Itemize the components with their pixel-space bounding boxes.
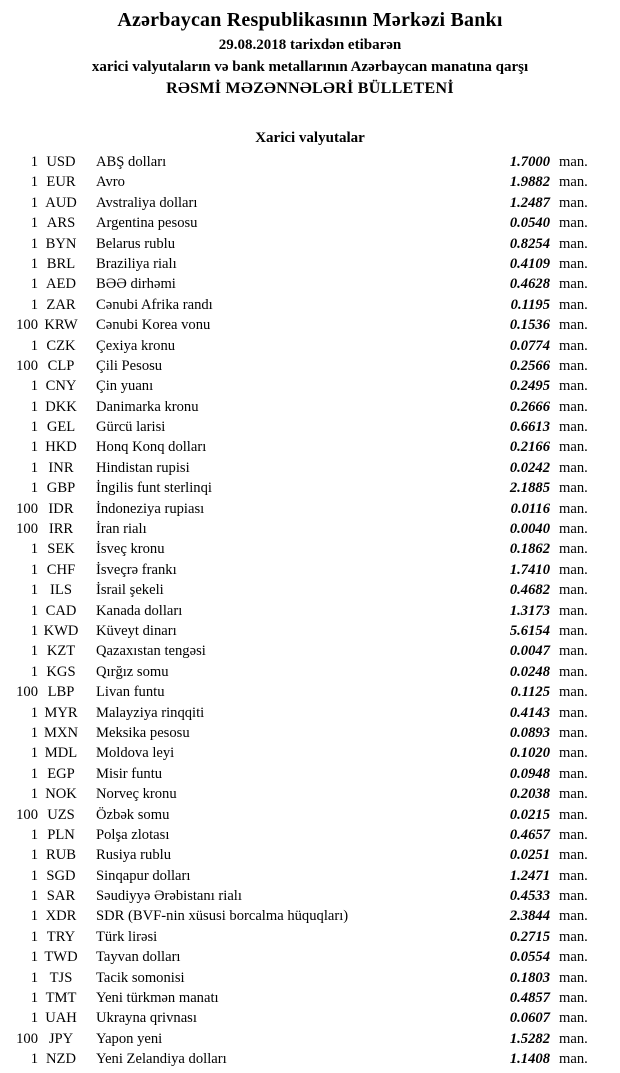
currency-code-cell: MXN <box>43 724 79 741</box>
currency-code-cell: EGP <box>47 765 75 782</box>
rate-row <box>0 601 620 621</box>
rate-row <box>0 417 620 437</box>
unit-cell: man. <box>559 276 588 293</box>
currency-code-cell: EUR <box>46 174 76 191</box>
currency-name-cell: SDR (BVF-nin xüsusi borcalma hüquqları) <box>96 908 349 925</box>
currency-name-cell: Avro <box>96 174 125 191</box>
rate-row <box>0 703 620 723</box>
unit-cell: man. <box>559 786 588 803</box>
unit-cell: man. <box>559 296 588 313</box>
currency-code-cell: TJS <box>49 969 73 986</box>
unit-cell: man. <box>559 888 588 905</box>
currency-code-cell: UZS <box>47 806 75 823</box>
currency-name-cell: Cənubi Afrika randı <box>96 296 213 313</box>
rate-value-cell: 0.4143 <box>509 704 550 721</box>
currency-code-cell: CHF <box>46 561 76 578</box>
quantity-cell: 1 <box>30 378 38 395</box>
rate-value-cell: 2.3844 <box>509 908 550 925</box>
currency-name-cell: Özbək somu <box>96 806 170 823</box>
currency-name-cell: Yeni türkmən manatı <box>96 990 219 1007</box>
currency-name-cell: Rusiya rublu <box>96 847 171 864</box>
rate-value-cell: 0.0248 <box>509 663 550 680</box>
unit-cell: man. <box>559 500 588 517</box>
rate-row <box>0 234 620 254</box>
unit-cell: man. <box>559 541 588 558</box>
quantity-cell: 100 <box>16 806 38 823</box>
unit-cell: man. <box>559 521 588 538</box>
rate-row <box>0 886 620 906</box>
rate-row <box>0 662 620 682</box>
rate-value-cell: 0.2038 <box>509 786 550 803</box>
quantity-cell: 100 <box>16 521 38 538</box>
unit-cell: man. <box>559 398 588 415</box>
unit-cell: man. <box>559 990 588 1007</box>
currency-code-cell: AED <box>46 276 76 293</box>
rate-value-cell: 0.2166 <box>509 439 550 456</box>
unit-cell: man. <box>559 908 588 925</box>
rate-value-cell: 0.4628 <box>509 276 550 293</box>
currency-code-cell: KGS <box>46 663 76 680</box>
currency-name-cell: Malayziya rinqqiti <box>96 704 205 721</box>
currency-name-cell: BƏƏ dirhəmi <box>96 276 176 293</box>
unit-cell: man. <box>559 1010 588 1027</box>
rate-row <box>0 1029 620 1049</box>
currency-name-cell: İsveç kronu <box>96 541 165 558</box>
currency-code-cell: AUD <box>45 194 77 211</box>
unit-cell: man. <box>559 255 588 272</box>
rate-row <box>0 254 620 274</box>
currency-code-cell: TMT <box>45 990 77 1007</box>
quantity-cell: 1 <box>30 561 38 578</box>
currency-code-cell: CAD <box>45 602 77 619</box>
currency-code-cell: CLP <box>47 357 75 374</box>
rate-value-cell: 0.1125 <box>510 684 550 701</box>
section-title: Xarici valyutalar <box>255 130 365 146</box>
currency-name-cell: Türk lirəsi <box>96 928 158 945</box>
currency-name-cell: Çili Pesosu <box>96 357 163 374</box>
quantity-cell: 100 <box>16 357 38 374</box>
rate-value-cell: 0.0047 <box>509 643 550 660</box>
rate-value-cell: 2.1885 <box>509 480 550 497</box>
currency-name-cell: Küveyt dinarı <box>96 622 177 639</box>
rate-value-cell: 0.8254 <box>509 235 550 252</box>
rate-value-cell: 0.0893 <box>509 724 550 741</box>
currency-name-cell: Tacik somonisi <box>96 969 185 986</box>
currency-code-cell: IRR <box>48 521 74 538</box>
page-title: Azərbaycan Respublikasının Mərkəzi Bankı <box>117 9 503 31</box>
unit-cell: man. <box>559 602 588 619</box>
rate-value-cell: 0.4109 <box>509 255 550 272</box>
rate-value-cell: 0.0116 <box>510 500 550 517</box>
rate-row <box>0 519 620 539</box>
currency-name-cell: Cənubi Korea vonu <box>96 317 211 334</box>
rate-row <box>0 743 620 763</box>
currency-code-cell: LBP <box>47 684 75 701</box>
rate-row <box>0 376 620 396</box>
quantity-cell: 1 <box>30 888 38 905</box>
rate-value-cell: 1.1408 <box>509 1051 550 1068</box>
quantity-cell: 100 <box>16 317 38 334</box>
rate-row <box>0 560 620 580</box>
currency-code-cell: JPY <box>48 1030 74 1047</box>
quantity-cell: 1 <box>30 194 38 211</box>
currency-code-cell: MDL <box>44 745 78 762</box>
rate-value-cell: 0.4657 <box>509 826 550 843</box>
unit-cell: man. <box>559 847 588 864</box>
quantity-cell: 1 <box>30 847 38 864</box>
quantity-cell: 1 <box>30 296 38 313</box>
unit-cell: man. <box>559 419 588 436</box>
currency-code-cell: GBP <box>46 480 76 497</box>
rate-value-cell: 1.5282 <box>509 1030 550 1047</box>
unit-cell: man. <box>559 704 588 721</box>
currency-code-cell: NOK <box>45 786 77 803</box>
rate-value-cell: 0.4682 <box>509 582 550 599</box>
currency-code-cell: DKK <box>45 398 77 415</box>
rate-row <box>0 621 620 641</box>
quantity-cell: 100 <box>16 500 38 517</box>
rate-value-cell: 0.1020 <box>509 745 550 762</box>
currency-name-cell: Polşa zlotası <box>96 826 170 843</box>
unit-cell: man. <box>559 724 588 741</box>
rate-row <box>0 845 620 865</box>
rate-value-cell: 0.0540 <box>509 215 550 232</box>
currency-code-cell: PLN <box>47 826 75 843</box>
unit-cell: man. <box>559 826 588 843</box>
quantity-cell: 1 <box>30 480 38 497</box>
currency-code-cell: HKD <box>45 439 77 456</box>
rate-value-cell: 0.4533 <box>509 888 550 905</box>
rate-row <box>0 866 620 886</box>
rate-row <box>0 682 620 702</box>
currency-code-cell: CZK <box>46 337 76 354</box>
currency-name-cell: İndoneziya rupiası <box>96 500 205 517</box>
rate-value-cell: 0.1862 <box>509 541 550 558</box>
currency-name-cell: ABŞ dolları <box>96 154 167 170</box>
currency-name-cell: Hindistan rupisi <box>96 459 190 476</box>
rate-value-cell: 0.1195 <box>510 296 550 313</box>
quantity-cell: 1 <box>30 765 38 782</box>
quantity-cell: 100 <box>16 684 38 701</box>
currency-code-cell: MYR <box>44 704 78 721</box>
rate-row <box>0 478 620 498</box>
rate-value-cell: 0.0242 <box>509 459 550 476</box>
unit-cell: man. <box>559 439 588 456</box>
currency-code-cell: BRL <box>46 255 76 272</box>
rate-row <box>0 437 620 457</box>
quantity-cell: 1 <box>30 928 38 945</box>
rate-row <box>0 723 620 743</box>
currency-code-cell: USD <box>46 154 76 170</box>
quantity-cell: 1 <box>30 419 38 436</box>
currency-name-cell: Braziliya rialı <box>96 255 177 272</box>
rate-row <box>0 927 620 947</box>
currency-name-cell: İran rialı <box>96 521 147 538</box>
quantity-cell: 1 <box>30 235 38 252</box>
rate-value-cell: 0.0215 <box>509 806 550 823</box>
rate-value-cell: 0.0251 <box>509 847 550 864</box>
rate-row <box>0 356 620 376</box>
rate-value-cell: 0.2666 <box>509 398 550 415</box>
rate-value-cell: 0.2566 <box>509 357 550 374</box>
rate-row <box>0 213 620 233</box>
currency-code-cell: GEL <box>46 419 76 436</box>
rate-value-cell: 0.0607 <box>509 1010 550 1027</box>
rate-row <box>0 947 620 967</box>
currency-code-cell: SEK <box>47 541 75 558</box>
quantity-cell: 1 <box>30 786 38 803</box>
currency-name-cell: Gürcü larisi <box>96 419 166 436</box>
rate-row <box>0 906 620 926</box>
rate-value-cell: 0.0554 <box>509 949 550 966</box>
currency-name-cell: Yeni Zelandiya dolları <box>96 1051 227 1068</box>
unit-cell: man. <box>559 949 588 966</box>
rate-value-cell: 0.2495 <box>509 378 550 395</box>
rate-row <box>0 397 620 417</box>
unit-cell: man. <box>559 357 588 374</box>
currency-code-cell: SGD <box>46 867 76 884</box>
currency-code-cell: KRW <box>44 317 78 334</box>
currency-code-cell: ZAR <box>46 296 76 313</box>
rate-value-cell: 1.7410 <box>509 561 550 578</box>
quantity-cell: 1 <box>30 704 38 721</box>
quantity-cell: 1 <box>30 867 38 884</box>
quantity-cell: 1 <box>30 622 38 639</box>
quantity-cell: 1 <box>30 826 38 843</box>
currency-code-cell: KZT <box>46 643 76 660</box>
quantity-cell: 1 <box>30 643 38 660</box>
currency-name-cell: İsrail şekeli <box>96 582 164 599</box>
unit-cell: man. <box>559 867 588 884</box>
quantity-cell: 1 <box>30 398 38 415</box>
currency-code-cell: SAR <box>46 888 76 905</box>
currency-name-cell: Çexiya kronu <box>96 337 176 354</box>
unit-cell: man. <box>559 1051 588 1068</box>
rate-value-cell: 1.9882 <box>509 174 550 191</box>
rate-value-cell: 0.0040 <box>509 521 550 538</box>
currency-name-cell: Belarus rublu <box>96 235 176 252</box>
currency-code-cell: KWD <box>43 622 79 639</box>
rate-value-cell: 0.4857 <box>509 990 550 1007</box>
rate-row <box>0 274 620 294</box>
subtitle-line: xarici valyutaların və bank metallarının Azərbaycan manatına qarşı <box>91 59 529 75</box>
unit-cell: man. <box>559 378 588 395</box>
quantity-cell: 1 <box>30 541 38 558</box>
rate-row <box>0 825 620 845</box>
currency-code-cell: BYN <box>45 235 77 252</box>
unit-cell: man. <box>559 154 588 170</box>
quantity-cell: 1 <box>30 602 38 619</box>
unit-cell: man. <box>559 317 588 334</box>
quantity-cell: 1 <box>30 949 38 966</box>
rate-row <box>0 1008 620 1028</box>
rate-row <box>0 988 620 1008</box>
currency-name-cell: Argentina pesosu <box>96 215 198 232</box>
rate-row <box>0 968 620 988</box>
unit-cell: man. <box>559 765 588 782</box>
unit-cell: man. <box>559 582 588 599</box>
rate-value-cell: 1.3173 <box>509 602 550 619</box>
rate-row <box>0 172 620 192</box>
currency-name-cell: Çin yuanı <box>96 378 154 395</box>
rate-row <box>0 805 620 825</box>
currency-name-cell: İngilis funt sterlinqi <box>96 480 212 497</box>
rate-value-cell: 0.1803 <box>509 969 550 986</box>
currency-name-cell: Honq Konq dolları <box>96 439 207 456</box>
currency-code-cell: TRY <box>46 928 76 945</box>
quantity-cell: 1 <box>30 459 38 476</box>
unit-cell: man. <box>559 745 588 762</box>
currency-name-cell: Tayvan dolları <box>96 949 181 966</box>
quantity-cell: 1 <box>30 154 38 170</box>
rate-value-cell: 0.6613 <box>509 419 550 436</box>
unit-cell: man. <box>559 684 588 701</box>
unit-cell: man. <box>559 480 588 497</box>
quantity-cell: 1 <box>30 582 38 599</box>
unit-cell: man. <box>559 459 588 476</box>
rate-row <box>0 784 620 804</box>
unit-cell: man. <box>559 663 588 680</box>
rate-row <box>0 539 620 559</box>
rates-table <box>0 152 620 1070</box>
quantity-cell: 1 <box>30 990 38 1007</box>
currency-code-cell: XDR <box>45 908 77 925</box>
quantity-cell: 1 <box>30 1051 38 1068</box>
unit-cell: man. <box>559 337 588 354</box>
bulletin-title: RƏSMİ MƏZƏNNƏLƏRİ BÜLLETENİ <box>166 80 454 97</box>
unit-cell: man. <box>559 235 588 252</box>
currency-name-cell: Danimarka kronu <box>96 398 199 415</box>
currency-code-cell: TWD <box>44 949 78 966</box>
rate-value-cell: 0.0948 <box>509 765 550 782</box>
rate-value-cell: 1.7000 <box>509 154 550 170</box>
currency-name-cell: Qazaxıstan tengəsi <box>96 643 206 660</box>
rate-value-cell: 0.1536 <box>509 317 550 334</box>
unit-cell: man. <box>559 561 588 578</box>
currency-name-cell: Meksika pesosu <box>96 724 190 741</box>
rate-row <box>0 295 620 315</box>
currency-code-cell: IDR <box>48 500 74 517</box>
unit-cell: man. <box>559 806 588 823</box>
currency-code-cell: ILS <box>50 582 72 599</box>
quantity-cell: 1 <box>30 663 38 680</box>
rate-row <box>0 499 620 519</box>
unit-cell: man. <box>559 1030 588 1047</box>
quantity-cell: 1 <box>30 439 38 456</box>
currency-name-cell: Yapon yeni <box>96 1030 163 1047</box>
currency-name-cell: Ukrayna qrivnası <box>96 1010 197 1027</box>
quantity-cell: 1 <box>30 337 38 354</box>
quantity-cell: 100 <box>16 1030 38 1047</box>
rate-row <box>0 193 620 213</box>
quantity-cell: 1 <box>30 745 38 762</box>
quantity-cell: 1 <box>30 724 38 741</box>
unit-cell: man. <box>559 174 588 191</box>
quantity-cell: 1 <box>30 174 38 191</box>
rate-row <box>0 1049 620 1069</box>
currency-code-cell: INR <box>48 459 74 476</box>
currency-code-cell: NZD <box>46 1051 76 1068</box>
rate-row <box>0 458 620 478</box>
currency-code-cell: ARS <box>46 215 76 232</box>
rate-value-cell: 1.2471 <box>509 867 550 884</box>
currency-name-cell: Kanada dolları <box>96 602 183 619</box>
rate-row <box>0 152 620 172</box>
rate-value-cell: 0.0774 <box>509 337 550 354</box>
rate-value-cell: 1.2487 <box>509 194 550 211</box>
currency-name-cell: İsveçrə frankı <box>96 561 177 578</box>
unit-cell: man. <box>559 194 588 211</box>
quantity-cell: 1 <box>30 215 38 232</box>
date-line: 29.08.2018 tarixdən etibarən <box>218 37 402 53</box>
currency-name-cell: Avstraliya dolları <box>96 194 198 211</box>
rate-value-cell: 5.6154 <box>509 622 550 639</box>
currency-name-cell: Misir funtu <box>96 765 163 782</box>
rate-value-cell: 0.2715 <box>509 928 550 945</box>
rate-row <box>0 336 620 356</box>
rate-row <box>0 641 620 661</box>
quantity-cell: 1 <box>30 1010 38 1027</box>
currency-name-cell: Norveç kronu <box>96 786 177 803</box>
unit-cell: man. <box>559 928 588 945</box>
unit-cell: man. <box>559 643 588 660</box>
quantity-cell: 1 <box>30 969 38 986</box>
quantity-cell: 1 <box>30 276 38 293</box>
currency-code-cell: RUB <box>45 847 76 864</box>
rate-row <box>0 764 620 784</box>
unit-cell: man. <box>559 622 588 639</box>
unit-cell: man. <box>559 969 588 986</box>
quantity-cell: 1 <box>30 255 38 272</box>
currency-name-cell: Sinqapur dolları <box>96 867 191 884</box>
currency-code-cell: CNY <box>45 378 77 395</box>
currency-name-cell: Moldova leyi <box>96 745 175 762</box>
currency-name-cell: Səudiyyə Ərəbistanı rialı <box>96 888 242 905</box>
currency-code-cell: UAH <box>45 1010 77 1027</box>
currency-name-cell: Livan funtu <box>96 684 165 701</box>
quantity-cell: 1 <box>30 908 38 925</box>
rate-row <box>0 580 620 600</box>
rate-row <box>0 315 620 335</box>
unit-cell: man. <box>559 215 588 232</box>
currency-name-cell: Qırğız somu <box>96 663 169 680</box>
